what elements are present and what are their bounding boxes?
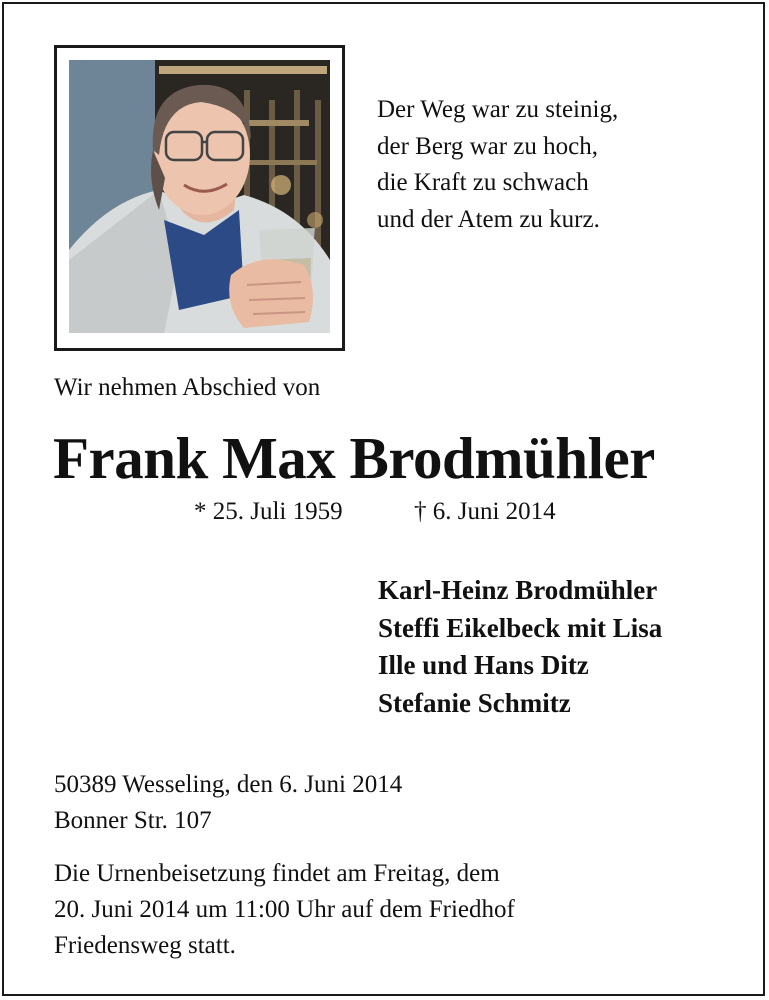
- deceased-name: Frank Max Brodmühler: [53, 425, 655, 491]
- mourner-name: Karl-Heinz Brodmühler: [378, 575, 658, 605]
- mourner-name: Ille und Hans Ditz: [378, 650, 589, 680]
- funeral-line: Friedensweg statt.: [54, 932, 236, 959]
- mourners-list: [378, 572, 662, 722]
- funeral-line: 20. Juni 2014 um 11:00 Uhr auf dem Friedhof: [54, 896, 515, 923]
- poem-line: und der Atem zu kurz.: [377, 205, 600, 233]
- street-address: Bonner Str. 107: [54, 807, 212, 834]
- address-block: [54, 767, 402, 839]
- death-date: † 6. Juni 2014: [414, 498, 556, 525]
- place-date: 50389 Wesseling, den 6. Juni 2014: [54, 771, 403, 798]
- poem: [377, 92, 618, 238]
- poem-line: der Berg war zu hoch,: [377, 132, 598, 160]
- poem-line: die Kraft zu schwach: [377, 169, 589, 196]
- portrait-photo: [69, 60, 330, 333]
- intro-text: Wir nehmen Abschied von: [54, 374, 321, 401]
- mourner-name: Steffi Eikelbeck mit Lisa: [378, 612, 663, 643]
- photo-frame: [54, 45, 345, 351]
- funeral-line: Die Urnenbeisetzung findet am Freitag, dem: [54, 860, 500, 887]
- funeral-info: [54, 856, 515, 964]
- birth-date: * 25. Juli 1959: [194, 498, 343, 525]
- mourner-name: Stefanie Schmitz: [378, 687, 571, 718]
- poem-line: Der Weg war zu steinig,: [377, 96, 619, 123]
- obituary-notice: [2, 2, 765, 996]
